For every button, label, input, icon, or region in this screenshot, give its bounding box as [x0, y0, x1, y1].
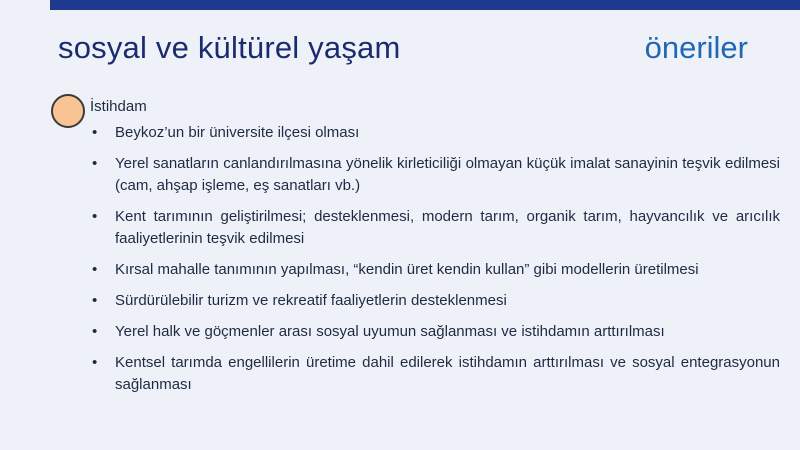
slide-title: sosyal ve kültürel yaşam [58, 30, 401, 65]
list-item [92, 206, 780, 250]
bullet-icon: • [92, 354, 98, 371]
list-item [92, 290, 780, 312]
top-accent-bar [50, 0, 800, 10]
bullet-text: Yerel sanatların canlandırılmasına yönelik kirleticiliği olmayan küçük imalat sanayinin teşvik edilmesi (cam, ahşap işleme, eş sanatları vb.) [115, 155, 780, 194]
bullet-icon: • [92, 208, 98, 225]
bullet-icon: • [92, 323, 98, 340]
bullet-text: Kentsel tarımda engellilerin üretime dahil edilerek istihdamın arttırılması ve sosyal entegrasyonun sağlanması [115, 354, 780, 393]
section-badge-circle [51, 94, 85, 128]
bullet-icon: • [92, 261, 98, 278]
bullet-icon: • [92, 124, 98, 141]
bullet-text: Sürdürülebilir turizm ve rekreatif faaliyetlerin desteklenmesi [115, 292, 507, 309]
list-item [92, 122, 780, 144]
list-item [92, 321, 780, 343]
bullet-icon: • [92, 155, 98, 172]
bullet-text: Beykoz’un bir üniversite ilçesi olması [115, 124, 360, 141]
slide-subtitle: öneriler [644, 30, 748, 65]
list-item [92, 153, 780, 197]
bullet-text: Kırsal mahalle tanımının yapılması, “kendin üret kendin kullan” gibi modellerin üretilmesi [115, 261, 699, 278]
section-label: İstihdam [90, 98, 147, 115]
bullet-icon: • [92, 292, 98, 309]
bullet-list [92, 122, 780, 405]
bullet-text: Yerel halk ve göçmenler arası sosyal uyumun sağlanması ve istihdamın arttırılması [115, 323, 665, 340]
list-item [92, 352, 780, 396]
list-item [92, 259, 780, 281]
bullet-text: Kent tarımının geliştirilmesi; desteklenmesi, modern tarım, organik tarım, hayvancılık ve arıcılık faaliyetlerinin teşvik edilmesi [115, 208, 780, 247]
